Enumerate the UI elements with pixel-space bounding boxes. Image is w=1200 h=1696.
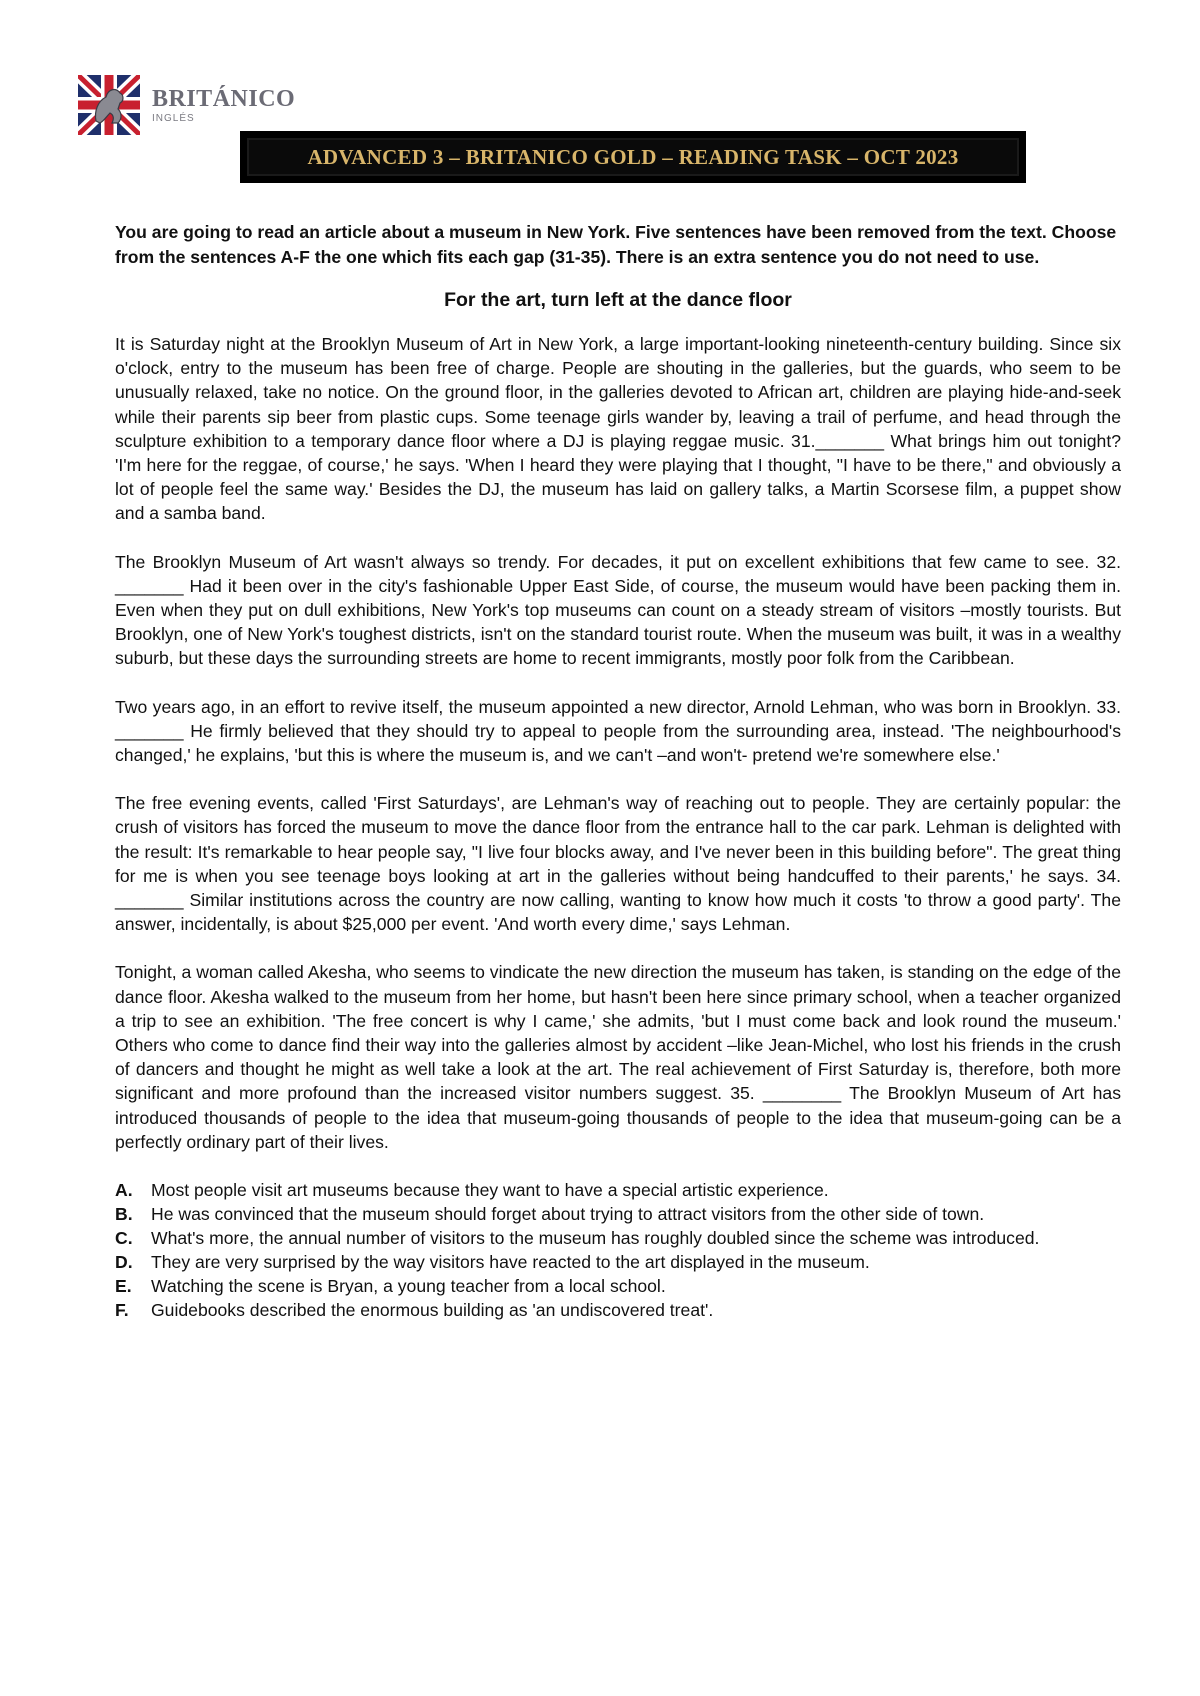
article-paragraph: The free evening events, called 'First Saturdays', are Lehman's way of reaching out to people. They are certainly popular: the crush of visitors has forced the museum to move the dance floor from the entrance hall to the car park. Lehman is delighted with the result: It's remarkable to hear people say, "I live four blocks away, and I've never been in this building before". The great thing for me is when you see teenage boys looking at art in the galleries without being handcuffed to their parents,' he says. 34. _______ Similar institutions across the country are now calling, wanting to know how much it costs 'to throw a good party'. The answer, incidentally, is about $25,000 per event. 'And worth every dime,' says Lehman. [115, 793, 1121, 935]
page-content [115, 220, 1121, 1322]
instructions: You are going to read an article about a museum in New York. Five sentences have been removed from the text. Choose from the sentences A-F the one which fits each gap (31-35). There is an extra sentence you do not need to use. [115, 222, 1117, 267]
article-paragraph: Two years ago, in an effort to revive itself, the museum appointed a new director, Arnold Lehman, who was born in Brooklyn. 33. _______ He firmly believed that they should try to appeal to people from the surrounding area, instead. 'The neighbourhood's changed,' he explains, 'but this is where the museum is, and we can't –and won't- pretend we're somewhere else.' [115, 696, 1121, 766]
option-letter: B. [115, 1204, 133, 1225]
article-title: For the art, turn left at the dance floor [444, 289, 792, 311]
option-e [115, 1274, 1121, 1298]
option-b [115, 1202, 1121, 1226]
option-text: Guidebooks described the enormous building as 'an undiscovered treat'. [151, 1300, 714, 1321]
option-d [115, 1250, 1121, 1274]
option-text: They are very surprised by the way visitors have reacted to the art displayed in the museum. [151, 1252, 870, 1273]
article-paragraph: It is Saturday night at the Brooklyn Museum of Art in New York, a large important-looking nineteenth-century building. Since six o'clock, entry to the museum has been free of charge. People are shouting in the galleries, but the guards, who seem to be unusually relaxed, take no notice. On the ground floor, in the galleries devoted to African art, children are playing hide-and-seek while their parents sip beer from plastic cups. Some teenage girls wander by, leaving a trail of perfume, and head through the sculpture exhibition to a temporary dance floor where a DJ is playing reggae music. 31._______ What brings him out tonight? 'I'm here for the reggae, of course,' he says. 'When I heard they were playing that I thought, "I have to be there," and obviously a lot of people feel the same way.' Besides the DJ, the museum has laid on gallery talks, a Martin Scorsese film, a puppet show and a samba band. [115, 334, 1121, 524]
option-text: What's more, the annual number of visitors to the museum has roughly doubled since the scheme was introduced. [151, 1228, 1040, 1249]
article-paragraph: The Brooklyn Museum of Art wasn't always so trendy. For decades, it put on excellent exhibitions that few came to see. 32. _______ Had it been over in the city's fashionable Upper East Side, of course, the museum would have been packing them in. Even when they put on dull exhibitions, New York's top museums can count on a steady stream of visitors –mostly tourists. But Brooklyn, one of New York's toughest districts, isn't on the standard tourist route. When the museum was built, it was in a wealthy suburb, but these days the surrounding streets are home to recent immigrants, mostly poor folk from the Caribbean. [115, 551, 1121, 669]
option-text: Watching the scene is Bryan, a young teacher from a local school. [151, 1276, 666, 1297]
britanico-logo [78, 75, 295, 135]
answer-options [115, 1178, 1121, 1322]
banner-title: ADVANCED 3 – BRITANICO GOLD – READING TASK – OCT 2023 [307, 144, 959, 169]
option-letter: E. [115, 1276, 132, 1297]
brand-name: BRITÁNICO [152, 85, 296, 112]
option-letter: C. [115, 1228, 133, 1249]
option-a [115, 1178, 1121, 1202]
option-text: He was convinced that the museum should forget about trying to attract visitors from the other side of town. [151, 1204, 985, 1225]
option-letter: D. [115, 1252, 133, 1273]
title-banner [241, 132, 1025, 182]
brand-subtitle: INGLÉS [152, 112, 195, 124]
option-c [115, 1226, 1121, 1250]
option-letter: F. [115, 1300, 129, 1321]
article-paragraph: Tonight, a woman called Akesha, who seems to vindicate the new direction the museum has taken, is standing on the edge of the dance floor. Akesha walked to the museum from her home, but hasn't been here since primary school, when a teacher organized a trip to see an exhibition. 'The free concert is why I came,' she admits, 'but I must come back and look round the museum.' Others who come to dance find their way into the galleries almost by accident –like Jean-Michel, who lost his friends in the crush of dancers and thought he might as well take a look at the art. The real achievement of First Saturday is, therefore, both more significant and more profound than the increased visitor numbers suggest. 35. ________ The Brooklyn Museum of Art has introduced thousands of people to the idea that museum-going thousands of people to the idea that museum-going can be a perfectly ordinary part of their lives. [115, 962, 1121, 1152]
option-letter: A. [115, 1180, 133, 1201]
union-jack-lion-icon [78, 75, 140, 135]
option-f [115, 1298, 1121, 1322]
option-text: Most people visit art museums because they want to have a special artistic experience. [151, 1180, 829, 1201]
